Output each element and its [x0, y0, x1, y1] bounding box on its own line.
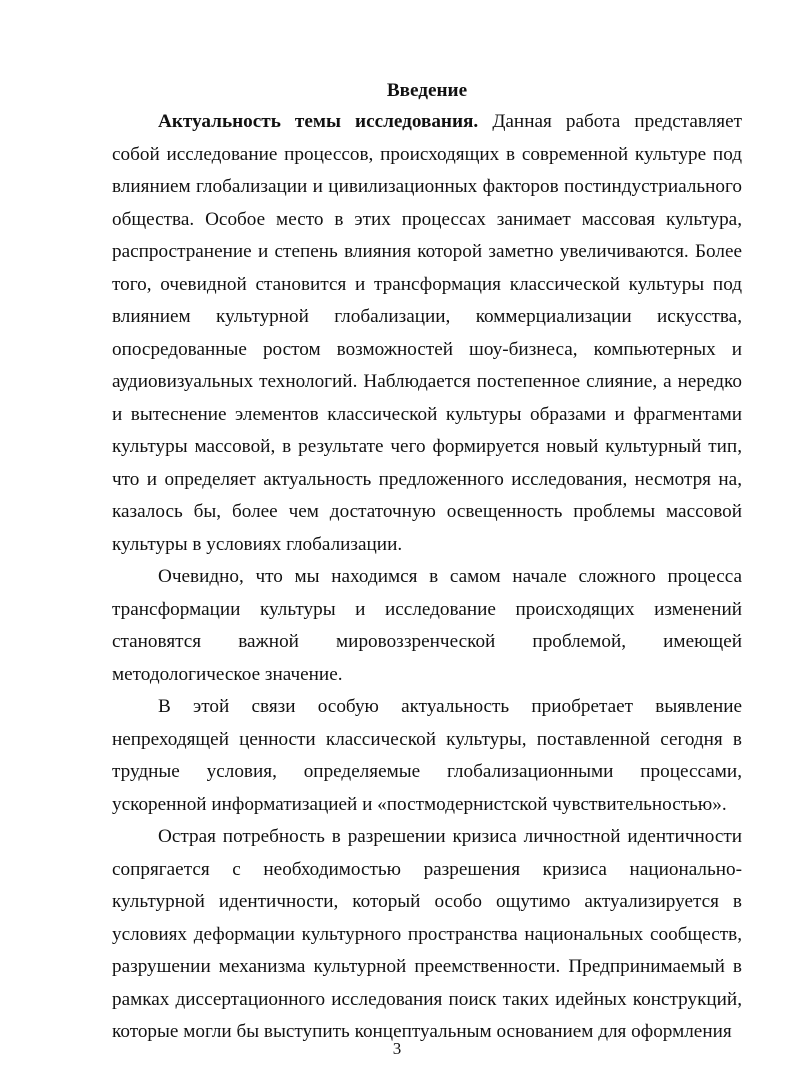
paragraph-classical-value: В этой связи особую актуальность приобретает выявление непреходящей ценности классической культуры, поставленной сегодня в трудные условия, определяемые глобализационными процессами, ускоренной информатизацией и «постмодернистской чувствительностью». — [112, 696, 742, 815]
paragraph-text: Данная работа представляет собой исследование процессов, происходящих в современной культуре под влиянием глобализации и цивилизационных факторов постиндустриального общества. Особое место в этих процессах занимает массовая культура, распространение и степень влияния которой заметно увеличиваются. Более того, очевидной становится и трансформация классической культуры под влиянием культурной глобализации, коммерциализации искусства, опосредованные ростом возможностей шоу-бизнеса, компьютерных и аудиовизуальных технологий. Наблюдается постепенное слияние, а нередко и вытеснение элементов классической культуры образами и фрагментами культуры массовой, в результате чего формируется новый культурный тип, что и определяет актуальность предложенного исследования, несмотря на, казалось бы, более чем достаточную освещенность проблемы массовой культуры в условиях глобализации. — [112, 111, 742, 555]
page-body — [112, 76, 742, 1049]
page-number: 3 — [392, 1039, 402, 1058]
section-heading: Введение — [386, 80, 468, 101]
paragraph-relevance — [112, 106, 742, 561]
paragraph-lead: Актуальность темы исследования. — [158, 111, 479, 132]
paragraph-identity: Острая потребность в разрешении кризиса личностной идентичности сопрягается с необходимостью разрешения кризиса национально-культурной идентичности, который особо ощутимо актуализируется в условиях деформации культурного пространства национальных сообществ, разрушении механизма культурной преемственности. Предпринимаемый в рамках диссертационного исследования поиск таких идейных конструкций, которые могли бы выступить концептуальным основанием для оформления — [112, 826, 742, 1042]
paragraph-transformation: Очевидно, что мы находимся в самом начале сложного процесса трансформации культуры и исследование происходящих изменений становятся важной мировоззренческой проблемой, имеющей методологическое значение. — [112, 566, 742, 685]
